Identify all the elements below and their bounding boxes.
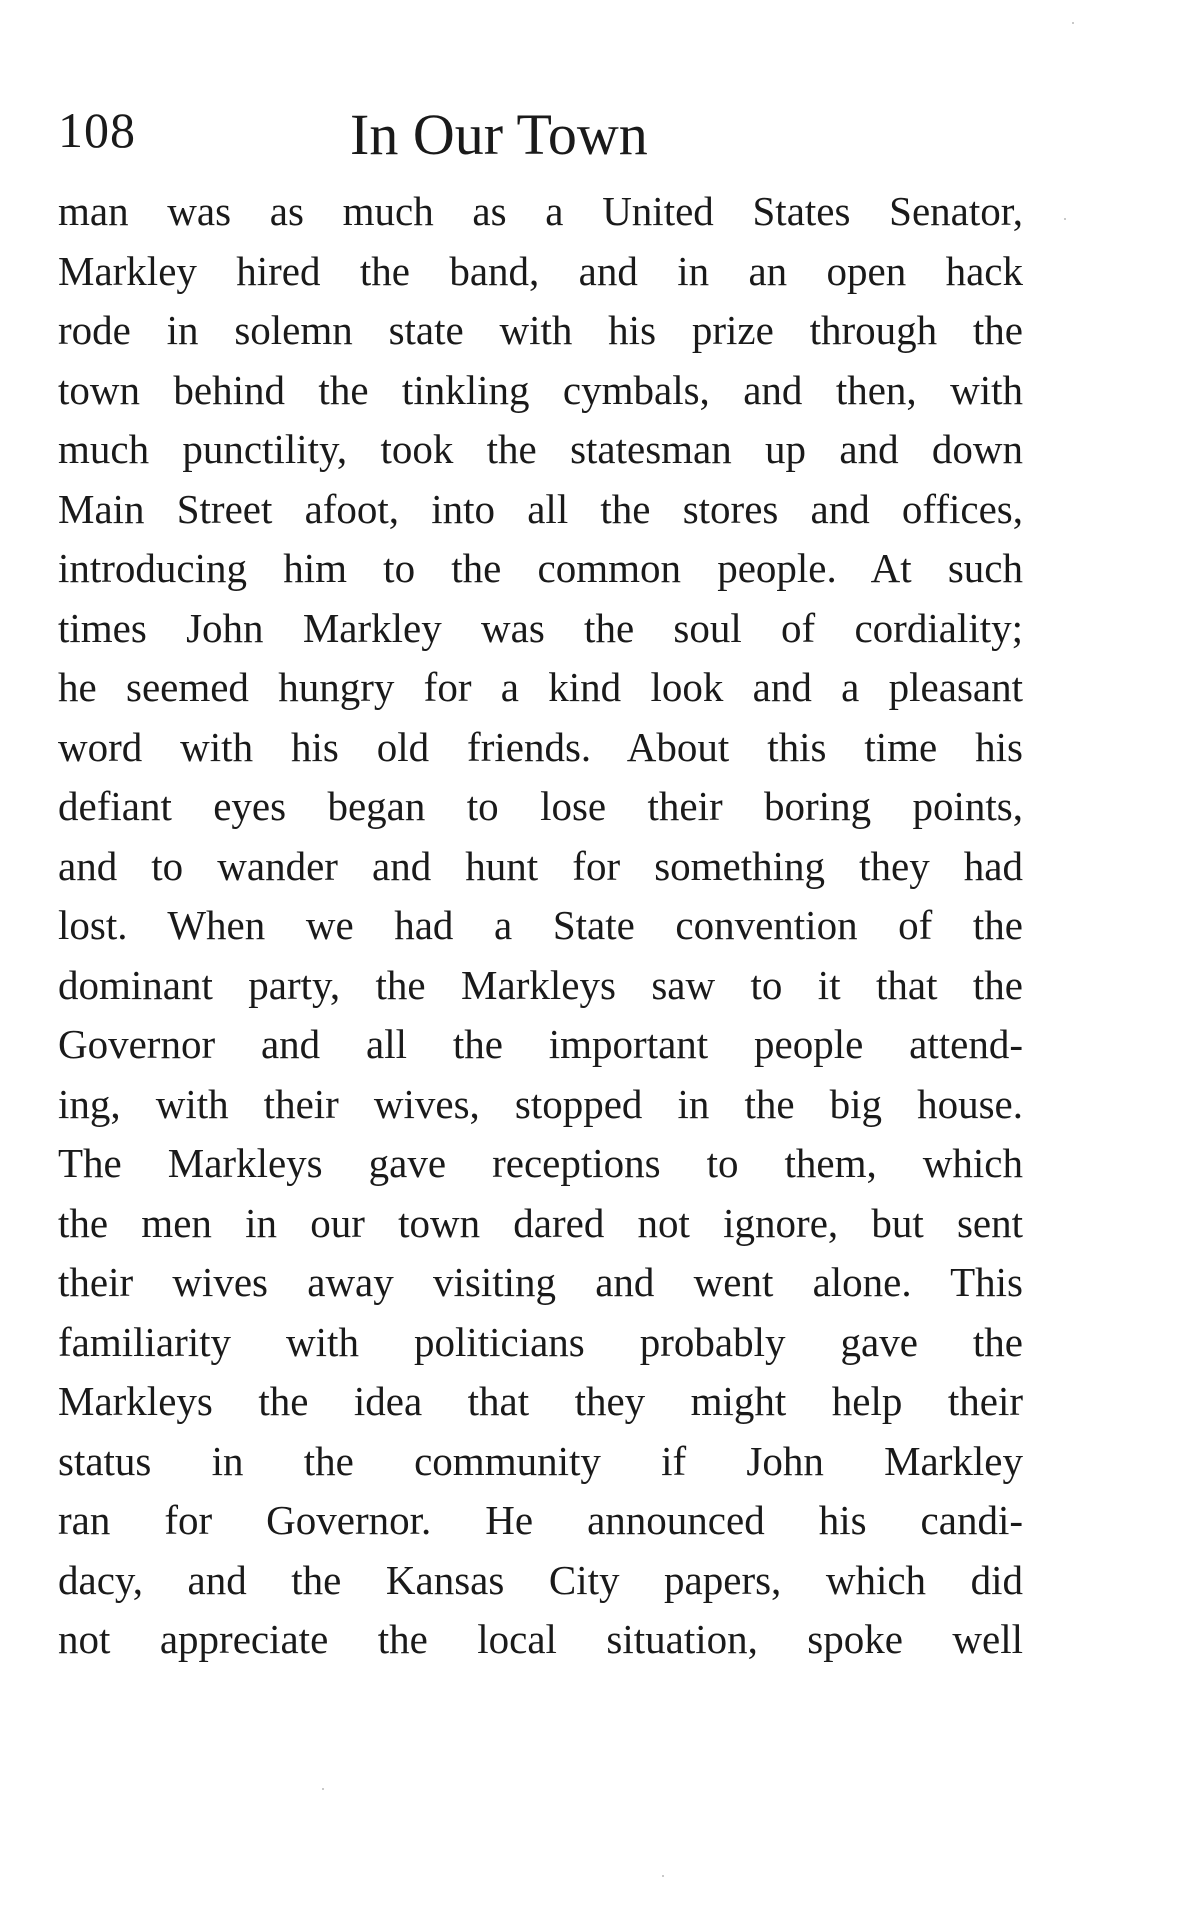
text-line: Main Street afoot, into all the stores and offices, <box>58 485 1023 532</box>
text-line: the men in our town dared not ignore, but sent <box>58 1199 1023 1246</box>
text-line: introducing him to the common people. At such <box>58 545 1023 591</box>
text-line: word with his old friends. About this time his <box>58 723 1023 770</box>
text-line: he seemed hungry for a kind look and a pleasant <box>58 664 1023 710</box>
page-number: 108 <box>58 102 136 158</box>
text-line: times John Markley was the soul of cordiality; <box>58 604 1023 651</box>
text-line: man was as much as a United States Senator, <box>58 188 1023 234</box>
text-line: defiant eyes began to lose their boring points, <box>58 783 1023 829</box>
text-line: dominant party, the Markleys saw to it that the <box>58 961 1023 1008</box>
scan-speck <box>322 1788 324 1790</box>
text-line: dacy, and the Kansas City papers, which did <box>58 1556 1023 1603</box>
body-text <box>58 182 1023 1670</box>
text-line: rode in solemn state with his prize through the <box>58 307 1023 353</box>
text-line: familiarity with politicians probably gave the <box>58 1318 1023 1365</box>
text-line: town behind the tinkling cymbals, and then, with <box>58 366 1023 413</box>
running-head: In Our Town <box>350 102 648 167</box>
text-line: Markley hired the band, and in an open hack <box>58 247 1023 294</box>
text-line: and to wander and hunt for something they had <box>58 842 1023 889</box>
scan-speck <box>1064 218 1066 220</box>
text-line: not appreciate the local situation, spoke well <box>58 1616 1023 1662</box>
text-line: their wives away visiting and went alone. This <box>58 1259 1023 1305</box>
text-line: much punctility, took the statesman up and down <box>58 426 1023 472</box>
scan-speck <box>1072 22 1074 24</box>
text-line: lost. When we had a State convention of the <box>58 902 1023 948</box>
scan-speck <box>662 1875 664 1877</box>
text-line: The Markleys gave receptions to them, which <box>58 1140 1023 1186</box>
text-line: status in the community if John Markley <box>58 1437 1023 1484</box>
text-line: ran for Governor. He announced his candi- <box>58 1497 1023 1543</box>
text-line: Governor and all the important people attend- <box>58 1021 1023 1067</box>
text-line: Markleys the idea that they might help their <box>58 1378 1023 1424</box>
text-line: ing, with their wives, stopped in the big house. <box>58 1080 1023 1127</box>
